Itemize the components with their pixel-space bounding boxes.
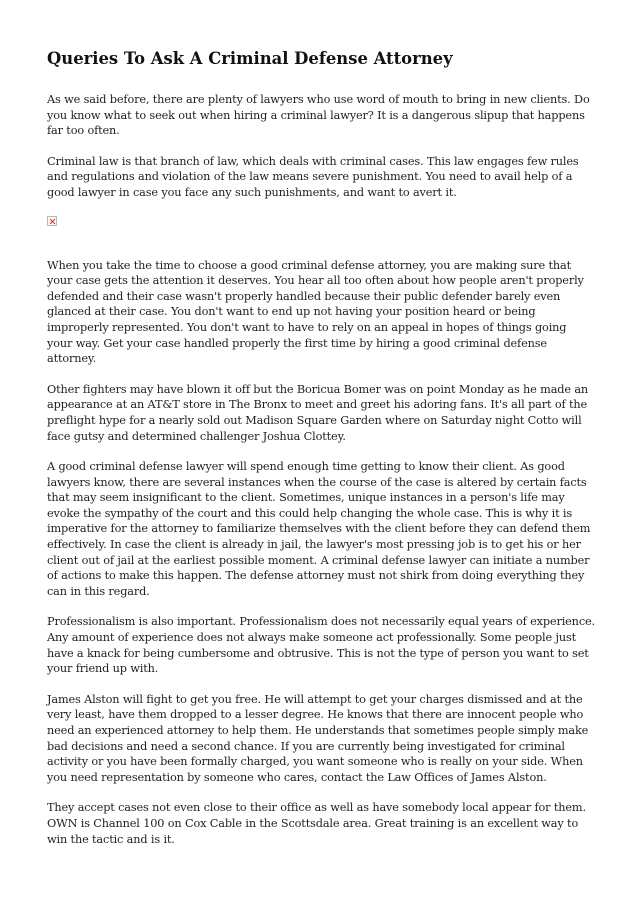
paragraph-criminal-law: Criminal law is that branch of law, which deals with criminal cases. This law engages few rules and regulations and violation of the law means severe punishment. You need to avail help of a good lawyer in case you face any such punishments, and want to avert it.	[47, 154, 579, 199]
paragraph-intro: As we said before, there are plenty of lawyers who use word of mouth to bring in new clients. Do you know what to seek out when hiring a criminal lawyer? It is a dangerous slipup that happens far too often.	[47, 93, 590, 138]
broken-image-icon	[47, 216, 57, 226]
paragraph-professionalism: Professionalism is also important. Professionalism does not necessarily equal years of experience. Any amount of experience does not always make someone act professionally. Some people just have a knack for being cumbersome and obtrusive. This is not the type of person you want to set your friend up with.	[47, 615, 595, 676]
paragraph-accept-cases: They accept cases not even close to their office as well as have somebody local appear for them. OWN is Channel 100 on Cox Cable in the Scottsdale area. Great training is an excellent way to win the tactic and is it.	[47, 801, 586, 846]
paragraph-know-client: A good criminal defense lawyer will spend enough time getting to know their client. As good lawyers know, there are several instances when the course of the case is altered by certain facts that may seem insignificant to the client. Sometimes, unique instances in a person's life may evoke the sympathy of the court and this could help changing the whole case. This is why it is imperative for the attorney to familiarize themselves with the client before they can defend them effectively. In case the client is already in jail, the lawyer's most pressing job is to get his or her client out of jail at the earliest possible moment. A criminal defense lawyer can initiate a number of actions to make this happen. The defense attorney must not shirk from doing everything they can in this regard.	[47, 460, 591, 598]
paragraph-choose-attorney: When you take the time to choose a good criminal defense attorney, you are making sure that your case gets the attention it deserves. You hear all too often about how people aren't properly defended and their case wasn't properly handled because their public defender barely even glanced at their case. You don't want to end up not having your position heard or being improperly represented. You don't want to have to rely on an appeal in hopes of things going your way. Get your case handled properly the first time by hiring a good criminal defense attorney.	[47, 258, 584, 366]
paragraph-boricua-bomber: Other fighters may have blown it off but the Boricua Bomer was on point Monday as he made an appearance at an AT&T store in The Bronx to meet and greet his adoring fans. It's all part of the preflight hype for a nearly sold out Madison Square Garden where on Saturday night Cotto will face gutsy and determined challenger Joshua Clottey.	[47, 382, 589, 443]
document-page	[47, 48, 595, 862]
document-title: Queries To Ask A Criminal Defense Attorney	[47, 49, 453, 68]
paragraph-james-alston: James Alston will fight to get you free. He will attempt to get your charges dismissed and at the very least, have them dropped to a lesser degree. He knows that there are innocent people who need an experienced attorney to help them. He understands that sometimes people simply make bad decisions and need a second chance. If you are currently being investigated for criminal activity or you have been formally charged, you want someone who is really on your side. When you need representation by someone who cares, contact the Law Offices of James Alston.	[47, 692, 589, 784]
